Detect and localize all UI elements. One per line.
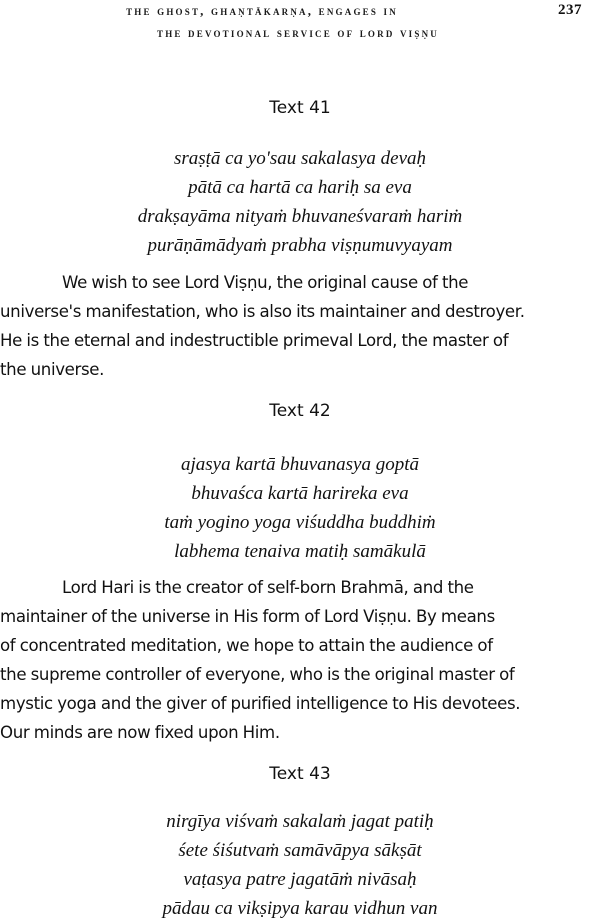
translation-line: mystic yoga and the giver of purified intelligence to His devotees. [0,694,521,713]
text-42-translation [0,573,576,747]
verse-line: pātā ca hartā ca hariḥ sa eva [188,177,412,198]
translation-line: universe's manifestation, who is also its maintainer and destroyer. [0,302,525,321]
text-43-verse [0,807,600,923]
text-41-heading: Text 41 [269,98,331,118]
translation-line: maintainer of the universe in His form of Lord Viṣṇu. By means [0,607,495,626]
verse-line: labhema tenaiva matiḥ samākulā [174,541,426,562]
text-43-heading: Text 43 [269,764,331,784]
text-41-verse [0,144,600,260]
verse-line: taṁ yogino yoga viśuddha buddhiṁ [164,512,436,533]
verse-line: drakṣayāma nityaṁ bhuvaneśvaraṁ hariṁ [137,206,463,227]
header-title-line-1: the ghost, ghaṇtākarṇa, engages in [126,3,398,18]
verse-line: nirgīya viśvaṁ sakalaṁ jagat patiḥ [166,811,434,832]
translation-line: We wish to see Lord Viṣṇu, the original cause of the [62,273,469,292]
page-number: 237 [558,2,582,18]
verse-line: purāṇāmādyaṁ prabha viṣṇumuvyayam [147,235,453,256]
running-header [0,0,600,50]
verse-line: vaṭasya patre jagatāṁ nivāsaḥ [183,869,417,890]
verse-line: bhuvaśca kartā harireka eva [191,483,409,504]
translation-line: Our minds are now fixed upon Him. [0,723,280,742]
translation-line: Lord Hari is the creator of self-born Brahmā, and the [62,578,474,597]
translation-line: of concentrated meditation, we hope to attain the audience of [0,636,493,655]
verse-line: ajasya kartā bhuvanasya goptā [180,454,419,475]
verse-line: pādau ca vikṣipya karau vidhun van [162,898,438,919]
translation-line: the universe. [0,360,105,379]
text-42-verse [0,450,600,566]
text-42-heading: Text 42 [269,401,331,421]
translation-line: He is the eternal and indestructible primeval Lord, the master of [0,331,509,350]
verse-line: sraṣṭā ca yo'sau sakalasya devaḥ [173,148,427,169]
header-title-line-2: the devotional service of lord viṣṇu [157,25,439,40]
verse-line: śete śiśutvaṁ samāvāpya sākṣāt [178,840,422,861]
translation-line: the supreme controller of everyone, who is the original master of [0,665,515,684]
text-41-translation [0,268,576,384]
